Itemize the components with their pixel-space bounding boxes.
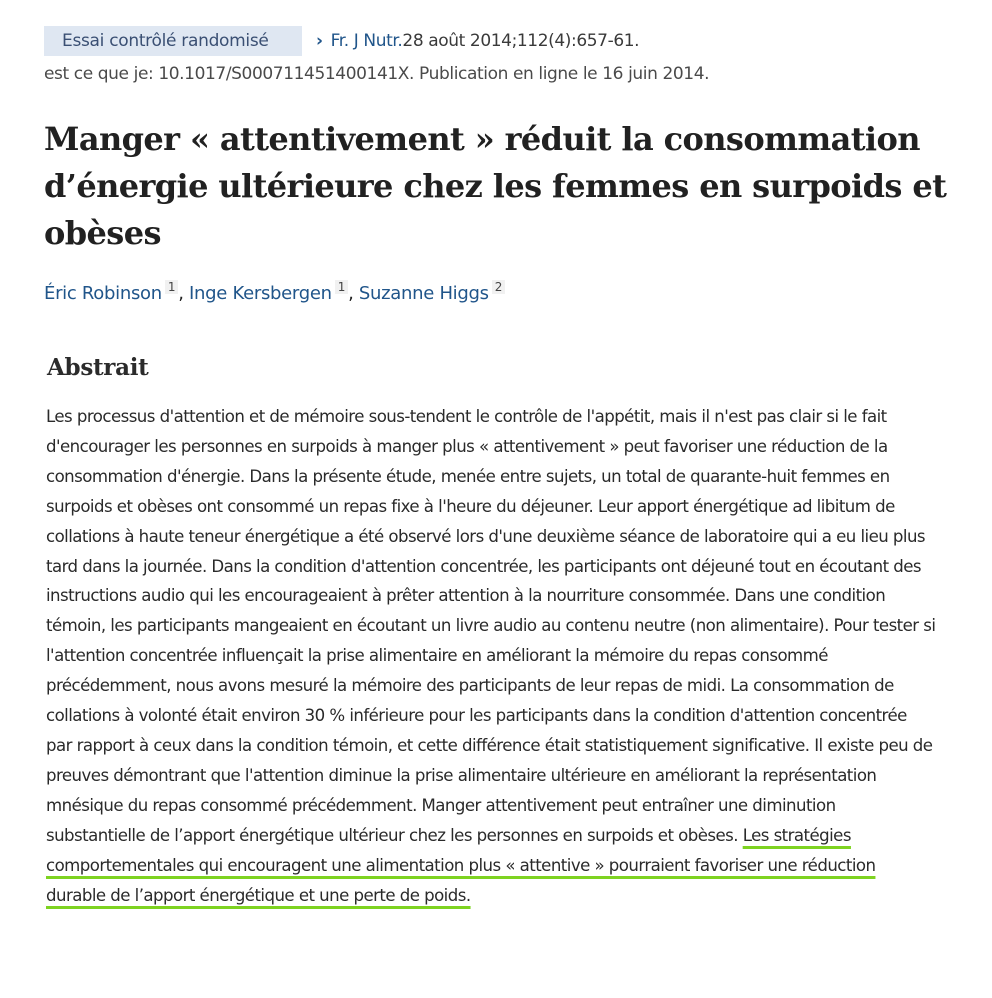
- author-list: [44, 280, 505, 304]
- affiliation-link[interactable]: 1: [335, 280, 348, 294]
- author-separator: ,: [348, 283, 359, 304]
- author-link[interactable]: Suzanne Higgs: [358, 283, 489, 304]
- abstract-text: [46, 402, 936, 910]
- article-title: Manger « attentivement » réduit la consommation d’énergie ultérieure chez les femmes en surpoids et obèses: [44, 120, 947, 252]
- highlighted-conclusion: Les stratégies comportementales qui encouragent une alimentation plus « attentive » pourraient favoriser une réduction durable de l’apport énergétique et une perte de poids.: [46, 825, 876, 905]
- citation-row: [44, 26, 639, 56]
- citation-details: 28 août 2014;112(4):657-61.: [402, 31, 640, 51]
- affiliation-link[interactable]: 1: [165, 280, 178, 294]
- author-link[interactable]: Éric Robinson: [44, 283, 162, 304]
- doi-line: est ce que je: 10.1017/S000711451400141X. Publication en ligne le 16 juin 2014.: [44, 64, 710, 84]
- author-link[interactable]: Inge Kersbergen: [189, 283, 332, 304]
- abstract-body: Les processus d'attention et de mémoire sous-tendent le contrôle de l'appétit, mais il n'est pas clair si le fait d'encourager les personnes en surpoids à manger plus « attentivement » peut favoriser une réduction de la consommation d'énergie. Dans la présente étude, menée entre sujets, un total de quarante-huit femmes en surpoids et obèses ont consommé un repas fixe à l'heure du déjeuner. Leur apport énergétique ad libitum de collations à haute teneur énergétique a été observé lors d'une deuxième séance de laboratoire qui a eu lieu plus tard dans la journée. Dans la condition d'attention concentrée, les participants ont déjeuné tout en écoutant des instructions audio qui les encourageaient à prêter attention à la nourriture consommée. Dans une condition témoin, les participants mangeaient en écoutant un livre audio au contenu neutre (non alimentaire). Pour tester si l'attention concentrée influençait la prise alimentaire en améliorant la mémoire du repas consommé précédemment, nous avons mesuré la mémoire des participants de leur repas de midi. La consommation de collations à volonté était environ 30 % inférieure pour les participants dans la condition d'attention concentrée par rapport à ceux dans la condition témoin, et cette différence était statistiquement significative. Il existe peu de preuves démontrant que l'attention diminue la prise alimentaire ultérieure en améliorant la représentation mnésique du repas consommé précédemment. Manger attentivement peut entraîner une diminution substantielle de l’apport énergétique ultérieur chez les personnes en surpoids et obèses.: [46, 407, 936, 845]
- journal-link[interactable]: Fr. J Nutr.: [330, 31, 403, 51]
- article-type-badge: Essai contrôlé randomisé: [44, 26, 302, 56]
- abstract-heading: Abstrait: [47, 354, 149, 381]
- chevron-right-icon: ›: [316, 31, 323, 51]
- journal-citation: [316, 31, 639, 51]
- author-separator: ,: [178, 283, 190, 304]
- affiliation-link[interactable]: 2: [492, 280, 505, 294]
